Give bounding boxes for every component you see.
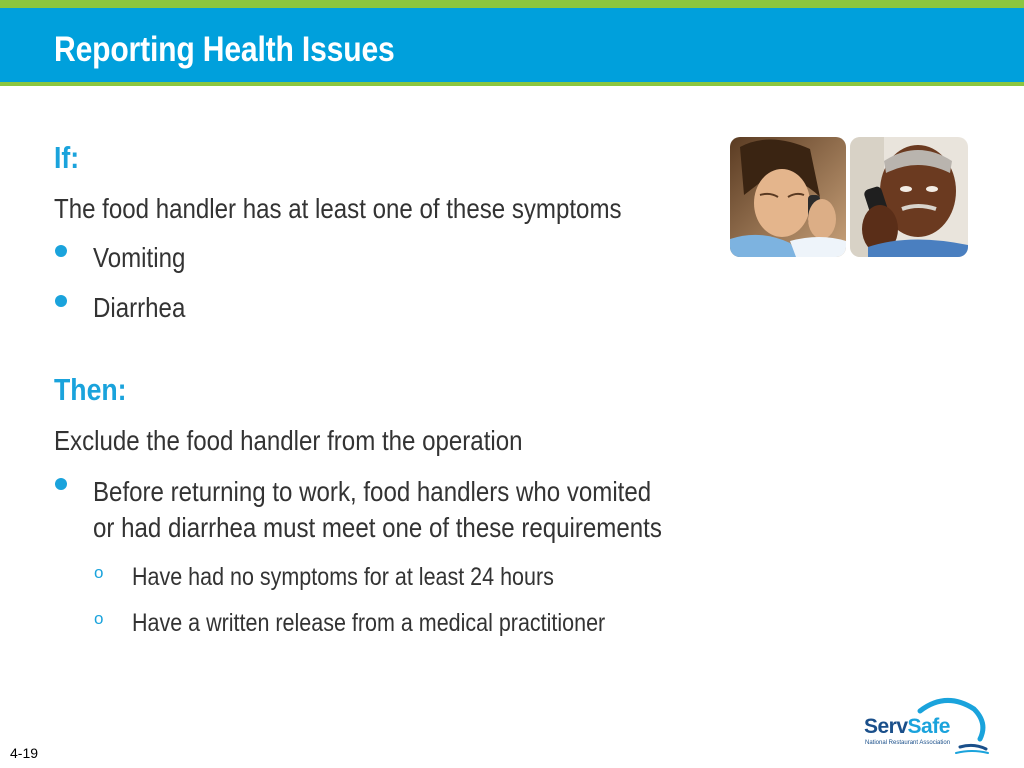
bullet-icon [55, 295, 67, 307]
slide-number: 4-19 [10, 745, 39, 761]
sub-bullet-no-symptoms: Have had no symptoms for at least 24 hours [132, 563, 554, 591]
title-bar-underline [0, 82, 1024, 86]
then-intro-text: Exclude the food handler from the operation [54, 425, 523, 456]
if-intro-text: The food handler has at least one of these symptoms [54, 193, 622, 224]
logo-wordmark [864, 715, 950, 739]
bullet-requirements-line2: or had diarrhea must meet one of these requirements [93, 512, 662, 543]
logo-wordmark-safe: Safe [907, 715, 950, 738]
phone-call-photos [730, 137, 968, 257]
sub-bullet-icon: o [94, 609, 104, 628]
top-accent-strip [0, 0, 1024, 8]
then-heading: Then: [54, 372, 127, 407]
logo-tagline: National Restaurant Association [865, 740, 951, 746]
bullet-vomiting: Vomiting [93, 242, 186, 273]
servsafe-logo [860, 695, 992, 757]
logo-wordmark-serv: Serv [864, 715, 908, 738]
sub-bullet-icon: o [94, 563, 104, 582]
if-heading: If: [54, 140, 80, 175]
title-bar [0, 8, 1024, 82]
older-man-on-phone-photo [850, 137, 968, 257]
bullet-icon [55, 478, 67, 490]
bullet-icon [55, 245, 67, 257]
slide-title: Reporting Health Issues [54, 30, 395, 69]
bullet-requirements-line1: Before returning to work, food handlers who vomited [93, 476, 652, 507]
bullet-diarrhea: Diarrhea [93, 292, 186, 323]
young-man-on-phone-photo [730, 137, 846, 257]
sub-bullet-written-release: Have a written release from a medical practitioner [132, 609, 606, 637]
